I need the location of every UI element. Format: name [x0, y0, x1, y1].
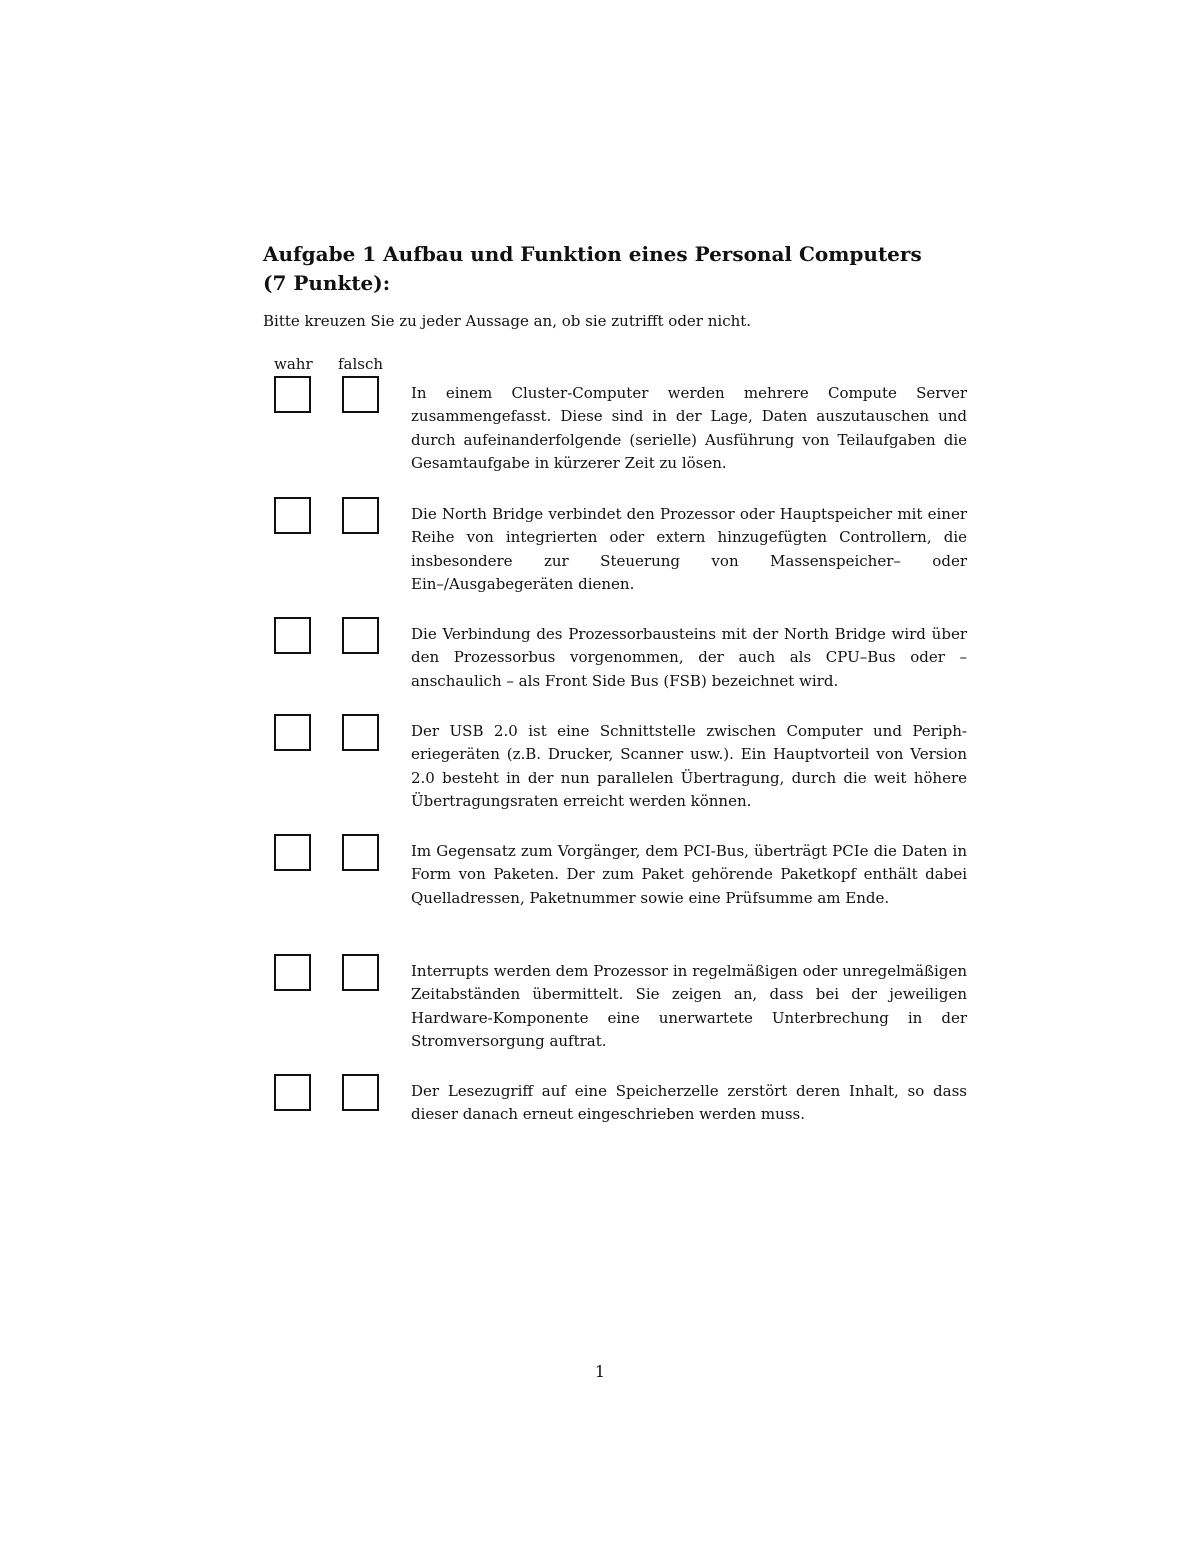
true-checkbox-1[interactable] — [274, 376, 311, 413]
statement-text-2: Die North Bridge verbindet den Prozessor oder Hauptspeicher mit einer Reihe von integrierten oder extern hinzugefügten Controllern, die insbesondere zur Steuerung von Massenspeicher– oder Ein–/Ausgabegeräten dienen. — [411, 505, 967, 593]
exercise-title: Aufgabe 1 Aufbau und Funktion eines Personal Computers — [263, 242, 922, 266]
instruction-text: Bitte kreuzen Sie zu jeder Aussage an, ob sie zutrifft oder nicht. — [263, 312, 752, 330]
true-checkbox-5[interactable] — [274, 834, 311, 871]
false-checkbox-7[interactable] — [342, 1074, 379, 1111]
page-number: 1 — [594, 1362, 606, 1381]
false-checkbox-5[interactable] — [342, 834, 379, 871]
false-checkbox-4[interactable] — [342, 714, 379, 751]
false-checkbox-6[interactable] — [342, 954, 379, 991]
false-checkbox-3[interactable] — [342, 617, 379, 654]
statement-text-4: Der USB 2.0 ist eine Schnittstelle zwischen Computer und Peripheriegeräten (z.B. Drucker, Scanner usw.). Ein Hauptvorteil von Version 2.0 besteht in der nun parallelen Übertragung, durch die weit höhere Übertragungsraten erreicht werden können. — [411, 722, 967, 810]
statement-text-5: Im Gegensatz zum Vorgänger, dem PCI-Bus, überträgt PCIe die Daten in Form von Paketen. Der zum Paket gehörende Paketkopf enthält dabei Quelladressen, Paketnummer sowie eine Prüfsumme am Ende. — [411, 842, 967, 907]
false-checkbox-1[interactable] — [342, 376, 379, 413]
true-checkbox-4[interactable] — [274, 714, 311, 751]
true-checkbox-2[interactable] — [274, 497, 311, 534]
true-checkbox-6[interactable] — [274, 954, 311, 991]
statement-text-6: Interrupts werden dem Prozessor in regelmäßigen oder unregelmäßigen Zeitabständen übermittelt. Sie zeigen an, dass bei der jeweiligen Hardware-Komponente eine unerwartete Unterbrechung in der Stromversorgung auftrat. — [411, 962, 967, 1050]
column-label-true: wahr — [274, 355, 313, 373]
statement-text-7: Der Lesezugriff auf eine Speicherzelle zerstört deren Inhalt, so dass dieser danach erneut eingeschrieben werden muss. — [411, 1082, 967, 1124]
true-checkbox-3[interactable] — [274, 617, 311, 654]
statement-text-3: Die Verbindung des Prozessorbausteins mit der North Bridge wird über den Prozessorbus vorgenommen, der auch als CPU–Bus oder – anschaulich – als Front Side Bus (FSB) bezeichnet wird. — [411, 625, 967, 690]
column-label-false: falsch — [338, 355, 384, 373]
exercise-heading — [263, 240, 983, 298]
true-checkbox-7[interactable] — [274, 1074, 311, 1111]
exercise-points: (7 Punkte): — [263, 271, 391, 295]
false-checkbox-2[interactable] — [342, 497, 379, 534]
statement-text-1: In einem Cluster-Computer werden mehrere Compute Server zusammengefasst. Diese sind in der Lage, Daten auszutauschen und durch aufeinanderfolgende (serielle) Ausführung von Teilaufgaben die Gesamtaufgabe in kürzerer Zeit zu lösen. — [411, 384, 967, 472]
